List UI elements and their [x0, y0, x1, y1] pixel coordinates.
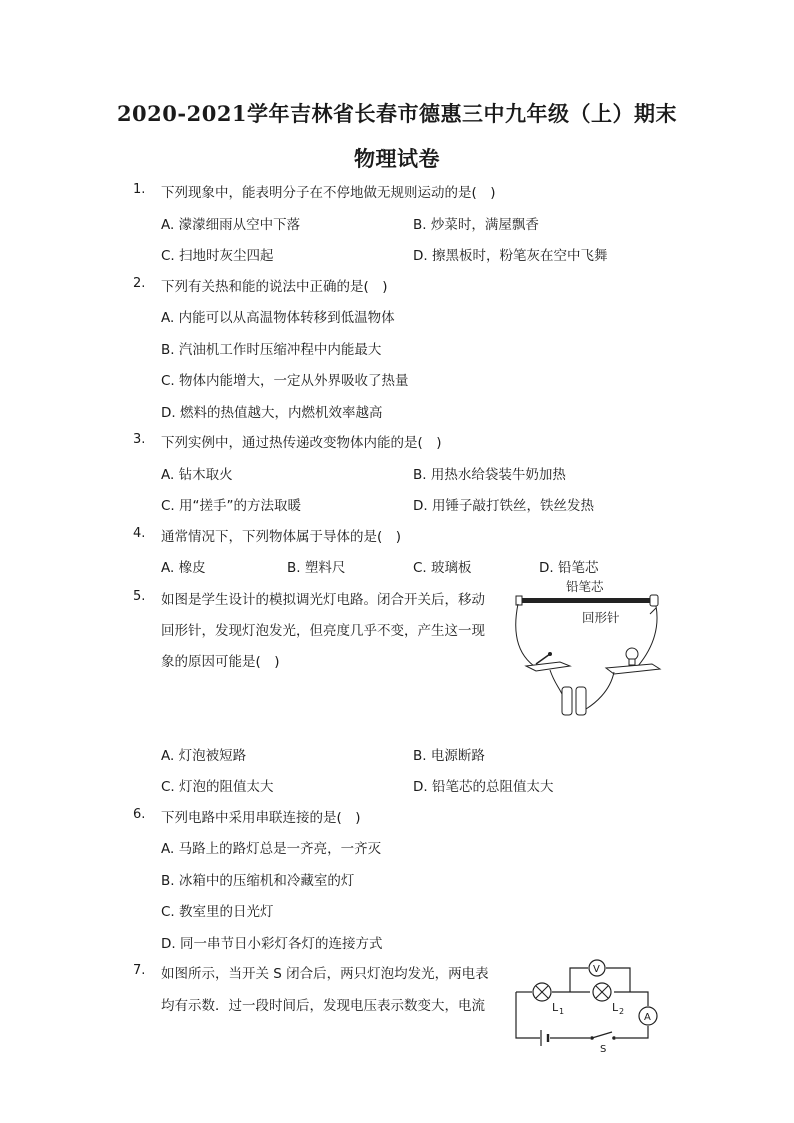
pencil-lead-label: 铅笔芯 — [566, 579, 604, 594]
switch-label: S — [600, 1044, 607, 1054]
question-number: 6. — [133, 807, 146, 822]
option-c: C. 物体内能增大，一定从外界吸收了热量 — [161, 373, 409, 389]
title-line-1: 2020-2021学年吉林省长春市德惠三中九年级（上）期末 — [116, 101, 678, 126]
voltmeter-label: V — [593, 964, 600, 975]
option-a: A. 马路上的路灯总是一齐亮，一齐灭 — [161, 841, 382, 857]
question-number: 5. — [133, 589, 146, 604]
question-number: 4. — [133, 526, 146, 541]
ammeter — [639, 1007, 657, 1025]
question-stem: 如图所示，当开关 S 闭合后，两只灯泡均发光，两电表 — [161, 966, 489, 982]
title-line-2: 物理试卷 — [354, 146, 440, 171]
option-d: D. 铅笔芯 — [539, 560, 599, 576]
option-d: D. 铅笔芯的总阻值太大 — [413, 779, 554, 795]
question-stem: 通常情况下，下列物体属于导体的是( ) — [161, 529, 402, 545]
option-c: C. 扫地时灰尘四起 — [161, 248, 274, 264]
question-number: 1. — [133, 182, 146, 197]
option-d: D. 擦黑板时，粉笔灰在空中飞舞 — [413, 248, 608, 264]
option-a: A. 橡皮 — [161, 560, 206, 576]
ammeter-label: A — [644, 1012, 651, 1023]
lamp-l2 — [593, 983, 611, 1001]
question-stem: 象的原因可能是( ) — [161, 654, 280, 670]
option-a: A. 濛濛细雨从空中下落 — [161, 217, 301, 233]
option-d: D. 同一串节日小彩灯各灯的连接方式 — [161, 936, 383, 952]
option-b: B. 塑料尺 — [287, 560, 346, 576]
option-b: B. 用热水给袋装牛奶加热 — [413, 467, 566, 483]
option-b: B. 电源断路 — [413, 748, 485, 764]
option-a: A. 灯泡被短路 — [161, 748, 247, 764]
lamp-l2-subscript: 2 — [619, 1007, 625, 1016]
question-stem: 回形针，发现灯泡发光，但亮度几乎不变，产生这一现 — [161, 623, 485, 639]
question-number: 2. — [133, 276, 146, 291]
question-stem: 下列有关热和能的说法中正确的是( ) — [161, 279, 388, 295]
lamp-l1 — [533, 983, 551, 1001]
question-number: 7. — [133, 963, 146, 978]
option-a: A. 内能可以从高温物体转移到低温物体 — [161, 310, 395, 326]
lamp-l1-label: L — [552, 1001, 559, 1014]
battery — [541, 1030, 548, 1046]
question-stem: 下列实例中，通过热传递改变物体内能的是( ) — [161, 435, 442, 451]
series-circuit-figure — [508, 956, 668, 1054]
option-c: C. 用“搓手”的方法取暖 — [161, 498, 301, 514]
option-c: C. 灯泡的阻值太大 — [161, 779, 274, 795]
option-d: D. 燃料的热值越大，内燃机效率越高 — [161, 405, 383, 421]
voltmeter — [589, 960, 605, 976]
option-b: B. 汽油机工作时压缩冲程中内能最大 — [161, 342, 382, 358]
option-b: B. 冰箱中的压缩机和冷藏室的灯 — [161, 873, 355, 889]
paper-clip-label: 回形针 — [582, 610, 620, 625]
option-c: C. 教室里的日光灯 — [161, 904, 274, 920]
option-c: C. 玻璃板 — [413, 560, 472, 576]
dimmer-circuit-figure — [510, 574, 670, 724]
option-a: A. 钻木取火 — [161, 467, 233, 483]
question-stem: 均有示数．过一段时间后，发现电压表示数变大，电流 — [161, 998, 485, 1014]
lamp-l1-subscript: 1 — [559, 1007, 565, 1016]
lamp-l2-label: L — [612, 1001, 619, 1014]
pencil-lead — [520, 598, 652, 603]
option-d: D. 用锤子敲打铁丝，铁丝发热 — [413, 498, 594, 514]
question-stem: 如图是学生设计的模拟调光灯电路。闭合开关后，移动 — [161, 592, 485, 608]
switch-s — [590, 1032, 616, 1040]
question-number: 3. — [133, 432, 146, 447]
question-stem: 下列电路中采用串联连接的是( ) — [161, 810, 361, 826]
question-stem: 下列现象中，能表明分子在不停地做无规则运动的是( ) — [161, 185, 496, 201]
option-b: B. 炒菜时，满屋飘香 — [413, 217, 539, 233]
